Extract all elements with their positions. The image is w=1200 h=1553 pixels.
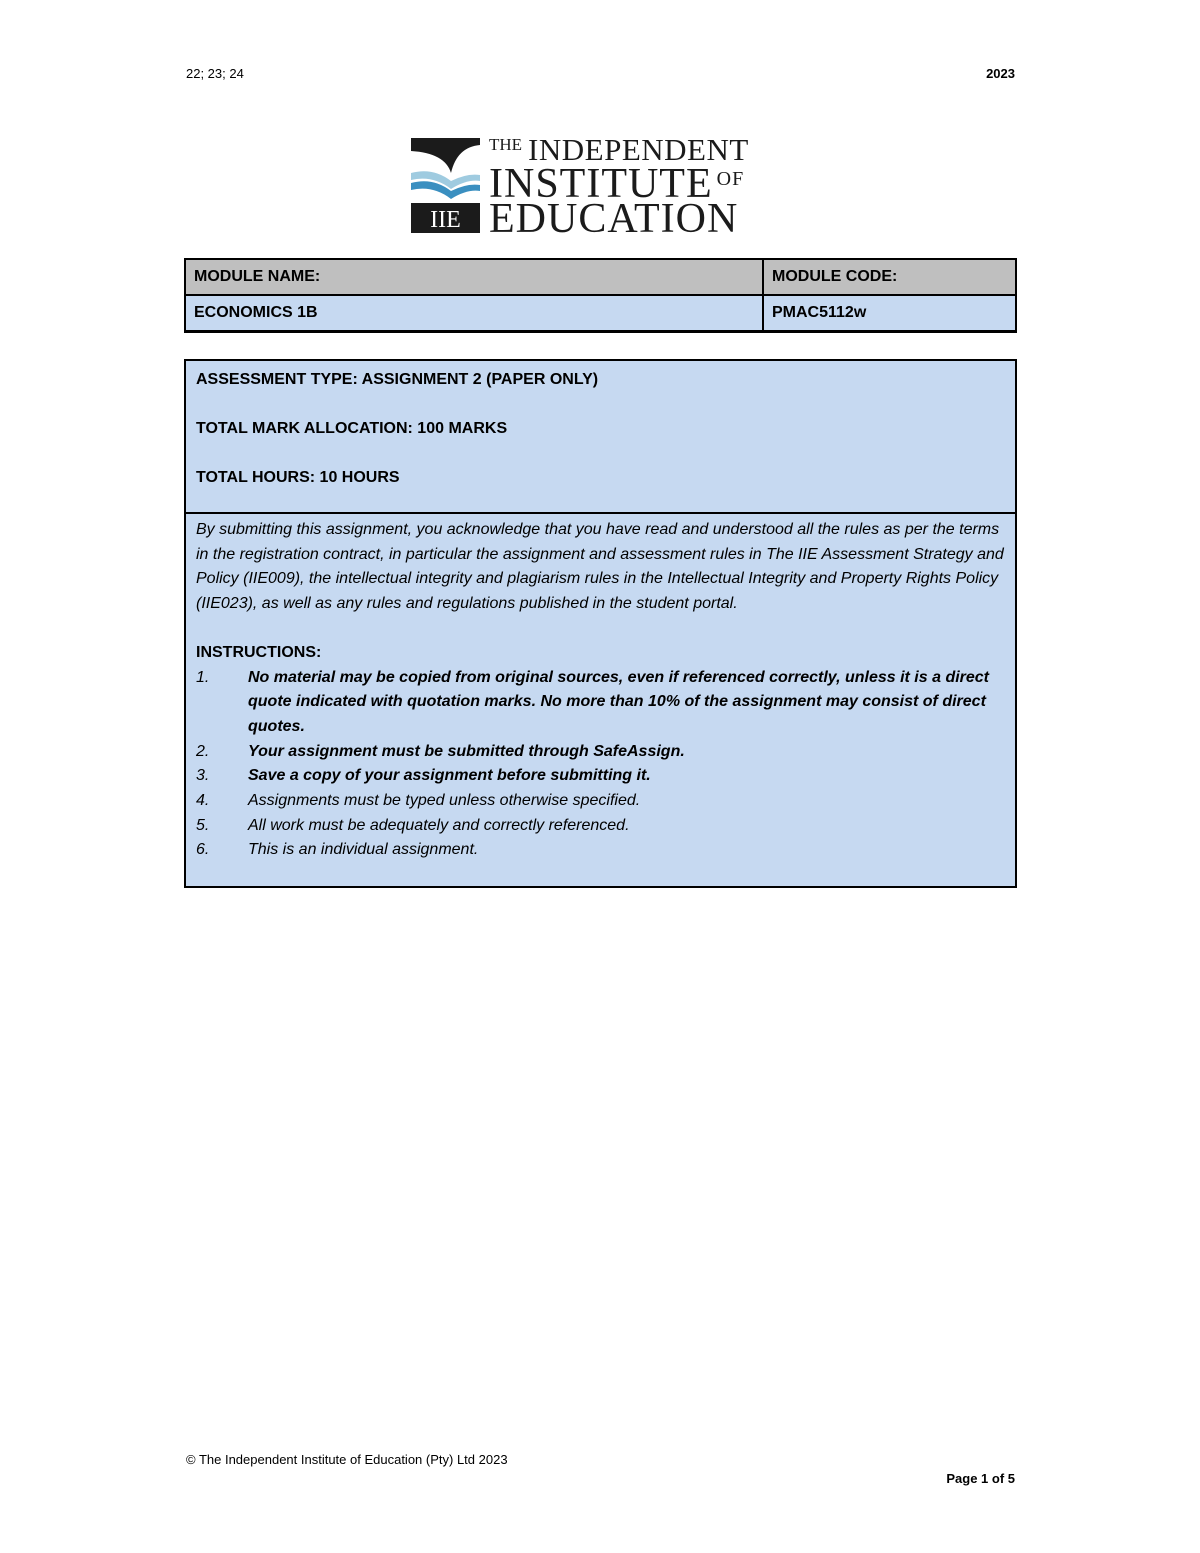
module-name-value: ECONOMICS 1B xyxy=(185,295,763,332)
list-item-text: Save a copy of your assignment before submitting it. xyxy=(248,767,651,785)
list-item-number: 6. xyxy=(196,841,210,859)
module-code-value: PMAC5112w xyxy=(763,295,1016,332)
iie-logo xyxy=(411,130,789,242)
instructions-list xyxy=(186,666,1015,864)
page-number: Page 1 of 5 xyxy=(946,1471,1015,1486)
list-item-text: All work must be adequately and correctly referenced. xyxy=(248,816,630,834)
logo-institute-text: INSTITUTE xyxy=(489,161,713,207)
list-item-text: No material may be copied from original sources, even if referenced correctly, unless it is a direct quote indicated with quotation marks. No more than 10% of the assignment may consist of direct quotes. xyxy=(248,668,990,735)
list-item-text: Assignments must be typed unless otherwise specified. xyxy=(248,792,641,810)
list-item-number: 5. xyxy=(196,816,210,834)
module-name-label: MODULE NAME: xyxy=(185,259,763,295)
list-item xyxy=(196,740,1005,765)
list-item-number: 1. xyxy=(196,668,210,686)
iie-logo-mark-icon xyxy=(411,133,480,233)
logo-independent-text: INDEPENDENT xyxy=(528,132,749,167)
list-item-number: 2. xyxy=(196,742,210,760)
instructions-title: INSTRUCTIONS: xyxy=(196,643,322,661)
assessment-box xyxy=(184,359,1017,888)
assessment-summary xyxy=(186,361,1015,514)
module-table xyxy=(184,258,1017,333)
assessment-type: ASSESSMENT TYPE: ASSIGNMENT 2 (PAPER ONLY) xyxy=(196,371,599,388)
header-year: 2023 xyxy=(986,66,1015,81)
list-item-number: 4. xyxy=(196,792,210,810)
iie-mark-label: IIE xyxy=(430,207,461,233)
total-marks: TOTAL MARK ALLOCATION: 100 MARKS xyxy=(196,420,508,437)
header-years: 22; 23; 24 xyxy=(186,66,244,81)
logo-of-text: OF xyxy=(716,168,745,190)
declaration-text: By submitting this assignment, you acknowledge that you have read and understood all the rules as per the terms in the registration contract, in particular the assignment and assessment rules in The IIE Assessment Strategy and Policy (IIE009), the intellectual integrity and plagiarism rules in the Intellectual Integrity and Property Rights Policy (IIE023), as well as any rules and regulations published in the student portal. xyxy=(196,521,1004,613)
list-item xyxy=(196,666,1005,740)
logo-education-text: EDUCATION xyxy=(489,196,739,242)
total-hours: TOTAL HOURS: 10 HOURS xyxy=(196,469,400,486)
module-code-label: MODULE CODE: xyxy=(763,259,1016,295)
footer-copyright: © The Independent Institute of Education (Pty) Ltd 2023 xyxy=(186,1452,508,1467)
logo-the-text: THE xyxy=(489,135,523,154)
list-item-text: This is an individual assignment. xyxy=(248,841,479,859)
list-item xyxy=(196,764,1005,789)
list-item xyxy=(196,838,1005,863)
list-item-text: Your assignment must be submitted through SafeAssign. xyxy=(248,742,685,760)
list-item-number: 3. xyxy=(196,767,210,785)
list-item xyxy=(196,814,1005,839)
list-item xyxy=(196,789,1005,814)
